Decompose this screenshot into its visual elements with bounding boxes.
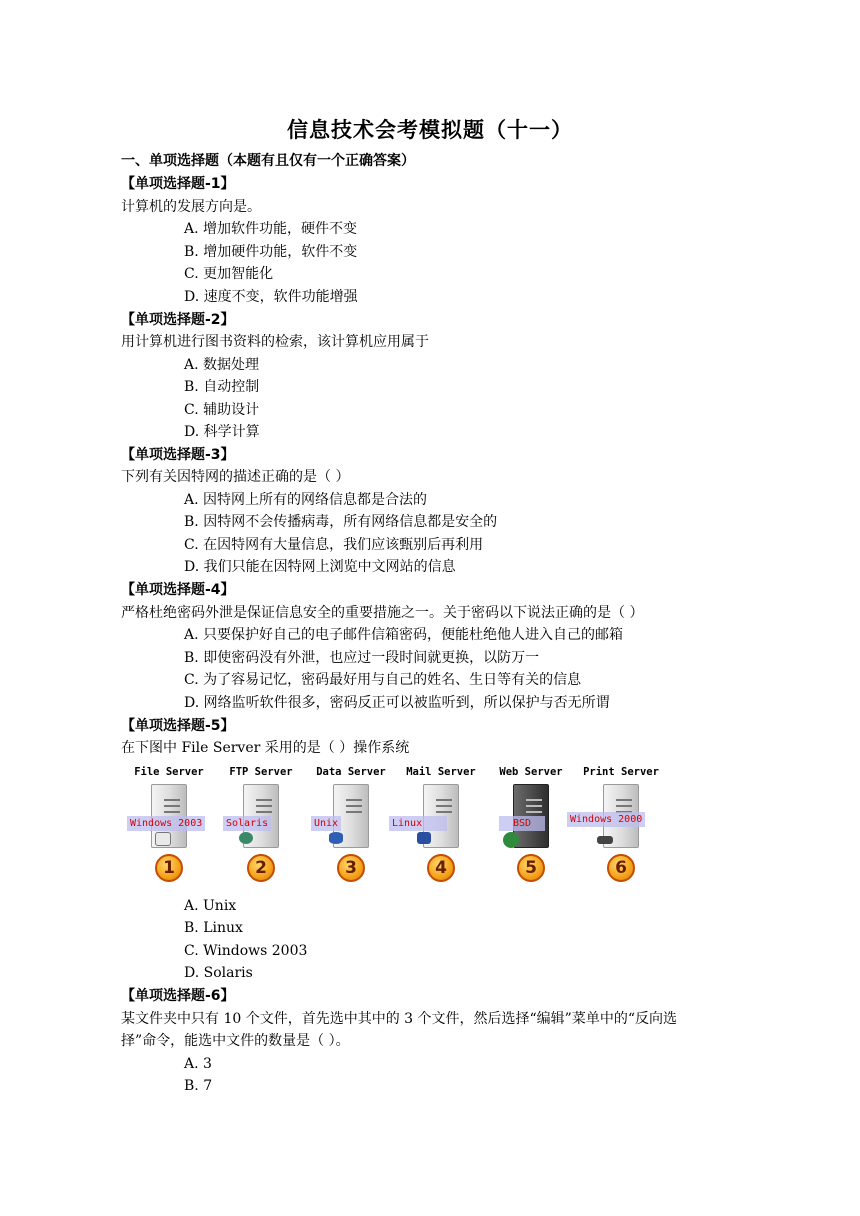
page-title: 信息技术会考模拟题（十一） [287, 118, 573, 142]
server-mail [392, 764, 485, 890]
number-badge: 6 [607, 854, 635, 882]
number-badge: 4 [427, 854, 455, 882]
option-a: A. 只要保护好自己的电子邮件信箱密码，便能杜绝他人进入自己的邮箱 [184, 627, 624, 643]
number-badge: 5 [517, 854, 545, 882]
option-a: A. 因特网上所有的网络信息都是合法的 [184, 492, 428, 508]
server-name: Print Server [583, 766, 659, 778]
server-name: Data Server [316, 766, 386, 778]
option-b: B. 自动控制 [184, 379, 260, 395]
os-label: Solaris [223, 816, 271, 831]
option-b: B. 7 [184, 1078, 213, 1094]
question-header: 【单项选择题-1】 [121, 176, 235, 192]
server-name: Web Server [499, 766, 563, 778]
option-c: C. Windows 2003 [184, 943, 308, 959]
server-diagram [125, 764, 665, 890]
os-label: Windows 2003 [127, 816, 205, 831]
number-badge: 3 [337, 854, 365, 882]
option-d: D. 科学计算 [184, 424, 260, 440]
server-web [487, 764, 575, 890]
option-c: C. 更加智能化 [184, 266, 274, 282]
question-stem: 在下图中 File Server 采用的是（ ）操作系统 [121, 740, 410, 756]
database-icon [329, 832, 343, 844]
os-label: Windows 2000 [567, 812, 645, 827]
server-file [125, 764, 213, 890]
question-stem: 下列有关因特网的描述正确的是（ ） [121, 469, 350, 485]
server-name: Mail Server [406, 766, 476, 778]
os-label: BSD [499, 816, 545, 831]
os-label: Unix [311, 816, 341, 831]
question-header: 【单项选择题-5】 [121, 718, 235, 734]
question-stem-line-2: 择”命令，能选中文件的数量是（ ）。 [121, 1033, 350, 1049]
number-badge: 1 [155, 854, 183, 882]
question-header: 【单项选择题-2】 [121, 312, 235, 328]
question-stem-line-1: 某文件夹中只有 10 个文件，首先选中其中的 3 个文件，然后选择“编辑”菜单中的“反向选 [121, 1011, 677, 1027]
floppy-icon [155, 832, 171, 846]
printer-icon [597, 836, 613, 844]
globe-icon [503, 832, 519, 848]
number-badge: 2 [247, 854, 275, 882]
option-c: C. 在因特网有大量信息，我们应该甄别后再利用 [184, 537, 484, 553]
server-name: FTP Server [229, 766, 293, 778]
question-header: 【单项选择题-6】 [121, 988, 235, 1004]
option-b: B. Linux [184, 920, 243, 936]
option-b: B. 即使密码没有外泄，也应过一段时间就更换，以防万一 [184, 650, 540, 666]
question-stem: 计算机的发展方向是。 [121, 199, 261, 215]
folder-icon [239, 832, 253, 844]
option-a: A. 数据处理 [184, 357, 260, 373]
server-ftp [217, 764, 305, 890]
question-stem: 用计算机进行图书资料的检索，该计算机应用属于 [121, 334, 429, 350]
option-a: A. Unix [184, 898, 237, 914]
question-header: 【单项选择题-4】 [121, 582, 235, 598]
option-d: D. 速度不变，软件功能增强 [184, 289, 358, 305]
server-print [570, 764, 665, 890]
option-a: A. 3 [184, 1056, 212, 1072]
option-b: B. 增加硬件功能，软件不变 [184, 244, 358, 260]
server-name: File Server [134, 766, 204, 778]
option-c: C. 为了容易记忆，密码最好用与自己的姓名、生日等有关的信息 [184, 672, 582, 688]
server-data [307, 764, 395, 890]
option-d: D. Solaris [184, 965, 253, 981]
section-heading: 一、单项选择题（本题有且仅有一个正确答案） [121, 153, 415, 169]
os-label: Linux [389, 816, 447, 831]
option-d: D. 我们只能在因特网上浏览中文网站的信息 [184, 559, 456, 575]
option-b: B. 因特网不会传播病毒，所有网络信息都是安全的 [184, 514, 498, 530]
mailbox-icon [417, 832, 431, 844]
option-c: C. 辅助设计 [184, 402, 260, 418]
question-header: 【单项选择题-3】 [121, 447, 235, 463]
question-stem: 严格杜绝密码外泄是保证信息安全的重要措施之一。关于密码以下说法正确的是（ ） [121, 605, 644, 621]
option-a: A. 增加软件功能，硬件不变 [184, 221, 358, 237]
option-d: D. 网络监听软件很多，密码反正可以被监听到，所以保护与否无所谓 [184, 695, 610, 711]
